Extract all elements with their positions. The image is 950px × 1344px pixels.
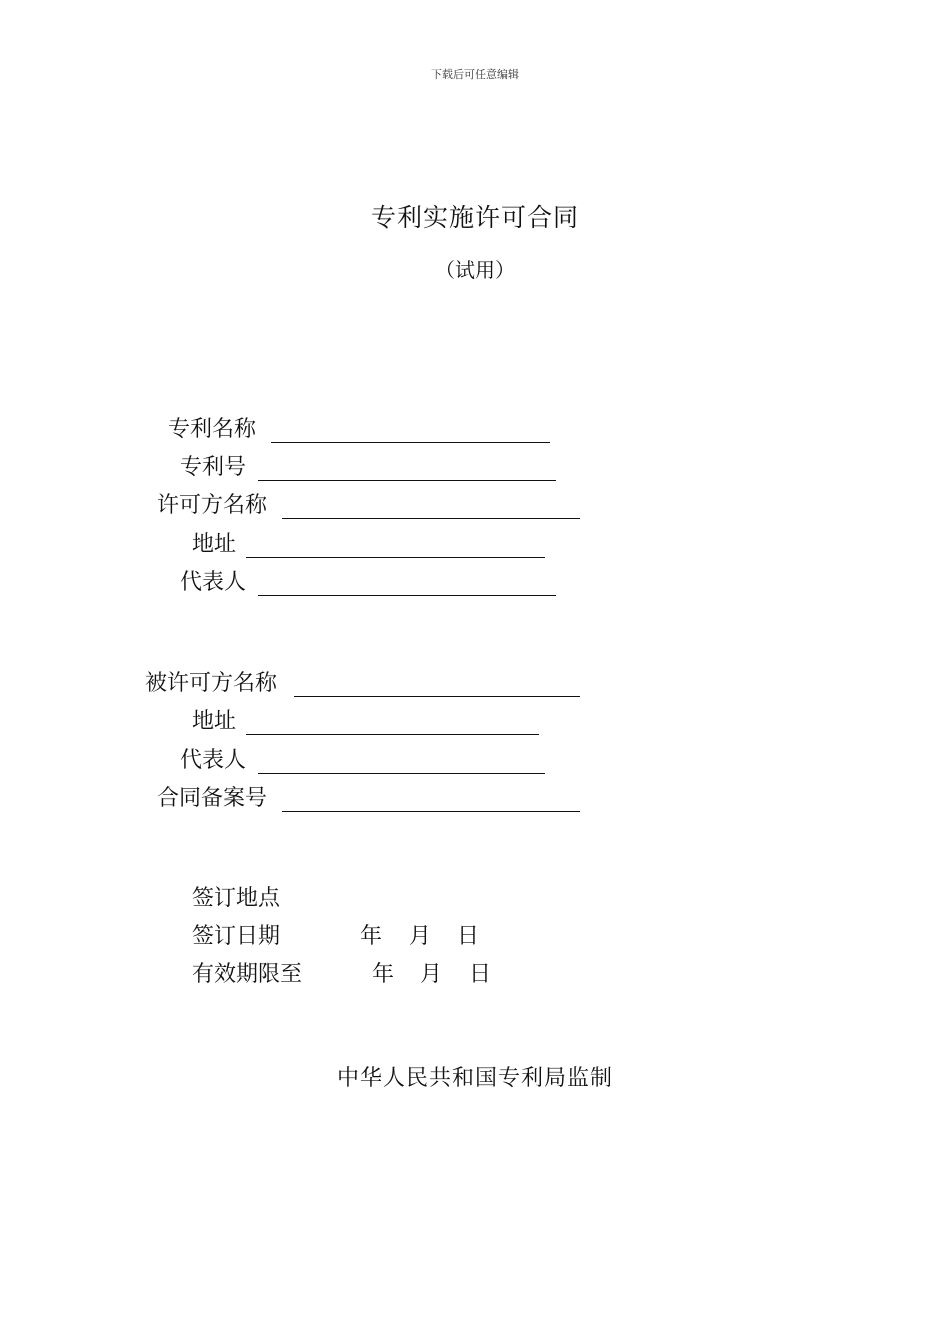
patent-name-label: 专利名称 [168,417,257,442]
licensee-name-label: 被许可方名称 [145,671,278,696]
licensor-address-field [0,531,950,561]
validity-day: 日 [469,962,492,987]
licensor-representative-field [0,569,950,599]
licensee-address-label: 地址 [192,709,237,734]
patent-number-field [0,454,950,484]
validity-label: 有效期限至 [192,962,303,987]
licensor-name-blank[interactable] [282,518,580,519]
filing-number-label: 合同备案号 [157,786,268,811]
validity-year: 年 [372,962,395,987]
signing-date-row [192,923,892,953]
signing-date-year: 年 [360,924,383,949]
licensee-representative-label: 代表人 [180,748,247,773]
signing-date-day: 日 [457,924,480,949]
licensee-representative-field [0,747,950,777]
licensee-name-blank[interactable] [294,696,580,697]
licensor-name-label: 许可方名称 [157,493,268,518]
header-note: 下载后可任意编辑 [431,68,519,81]
filing-number-blank[interactable] [282,811,580,812]
licensee-representative-blank[interactable] [258,773,545,774]
patent-number-blank[interactable] [258,480,556,481]
patent-name-field [0,416,950,446]
licensor-representative-blank[interactable] [258,595,556,596]
patent-name-blank[interactable] [271,442,550,443]
document-title: 专利实施许可合同 [370,203,579,232]
licensee-address-blank[interactable] [246,734,539,735]
licensee-address-field [0,708,950,738]
validity-row [192,961,892,991]
signing-place-row [192,885,892,915]
licensor-representative-label: 代表人 [180,570,247,595]
patent-number-label: 专利号 [180,455,247,480]
validity-month: 月 [420,962,443,987]
issuer-footer: 中华人民共和国专利局监制 [336,1066,613,1091]
signing-date-month: 月 [409,924,432,949]
licensor-address-blank[interactable] [246,557,545,558]
signing-place-label: 签订地点 [192,886,281,911]
filing-number-field [0,785,950,815]
document-subtitle: （试用） [435,258,515,282]
signing-date-label: 签订日期 [192,924,281,949]
licensor-name-field [0,492,950,522]
licensee-name-field [0,670,950,700]
licensor-address-label: 地址 [192,532,237,557]
